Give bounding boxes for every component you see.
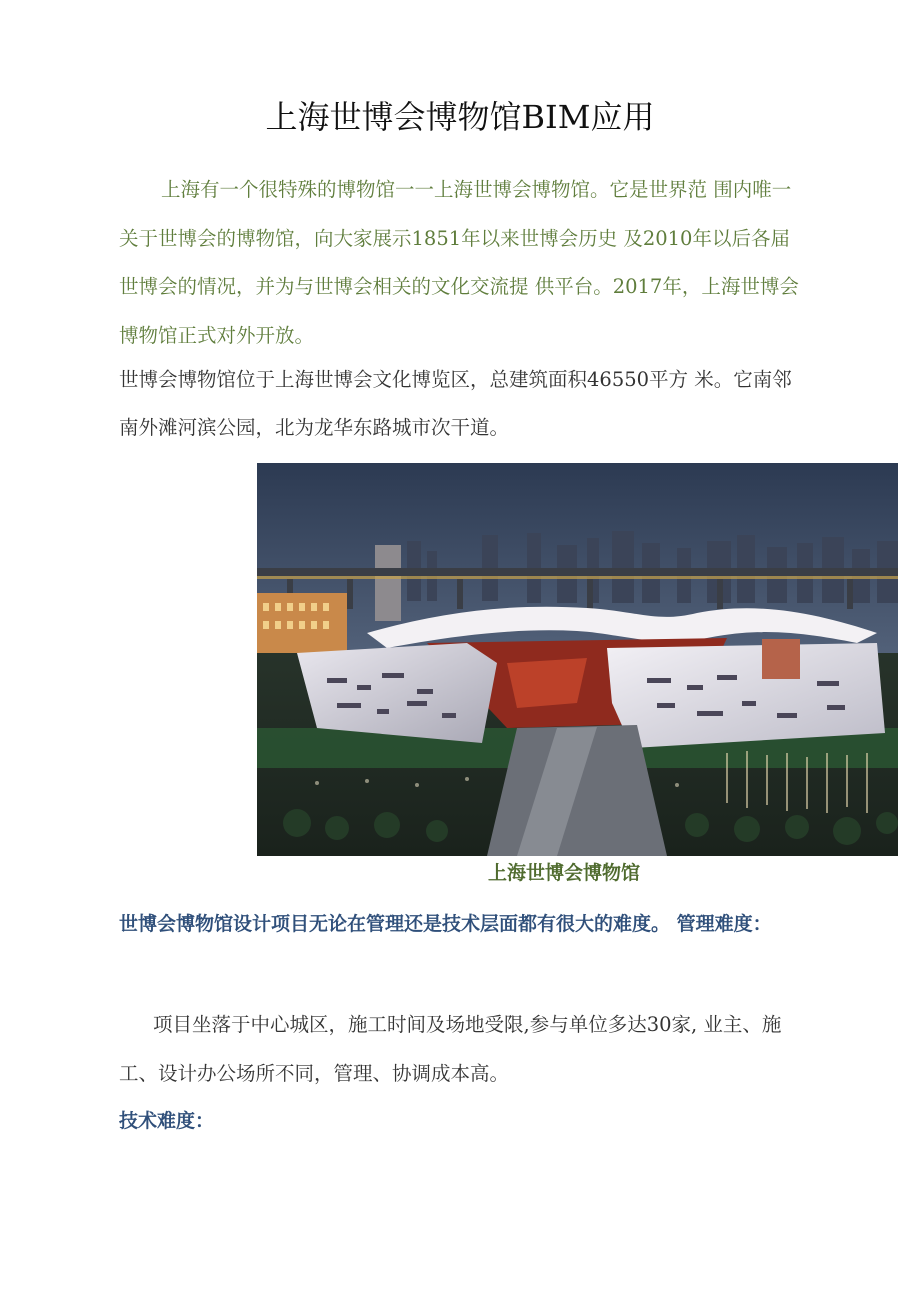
location-paragraph: 世博会博物馆位于上海世博会文化博览区，总建筑面积46550平方 米。它南邻南外滩河滨公园，北为龙华东路城市次干道。 bbox=[119, 368, 792, 439]
tech-difficulty-heading: 技术难度： bbox=[119, 1110, 215, 1132]
intro-paragraph: 上海有一个很特殊的博物馆一一上海世博会博物馆。它是世界范 围内唯一关于世博会的博物馆，向大家展示1851年以来世博会历史 及2010年以后各届世博会的情况，并为与世博会相关的文化交流提 供平台。2017年，上海世博会博物馆正式对外开放。 bbox=[119, 178, 799, 347]
figure-caption: 上海世博会博物馆 bbox=[488, 862, 641, 884]
museum-photo-illustration bbox=[257, 463, 898, 856]
museum-photo bbox=[257, 463, 898, 856]
management-paragraph: 项目坐落于中心城区，施工时间及场地受限,参与单位多达30家, 业主、施工、设计办公场所不同，管理、协调成本高。 bbox=[119, 1013, 782, 1085]
page-title: 上海世博会博物馆BIM应用 bbox=[265, 98, 655, 136]
difficulty-intro: 世博会博物馆设计项目无论在管理还是技术层面都有很大的难度。 管理难度： bbox=[119, 913, 772, 935]
